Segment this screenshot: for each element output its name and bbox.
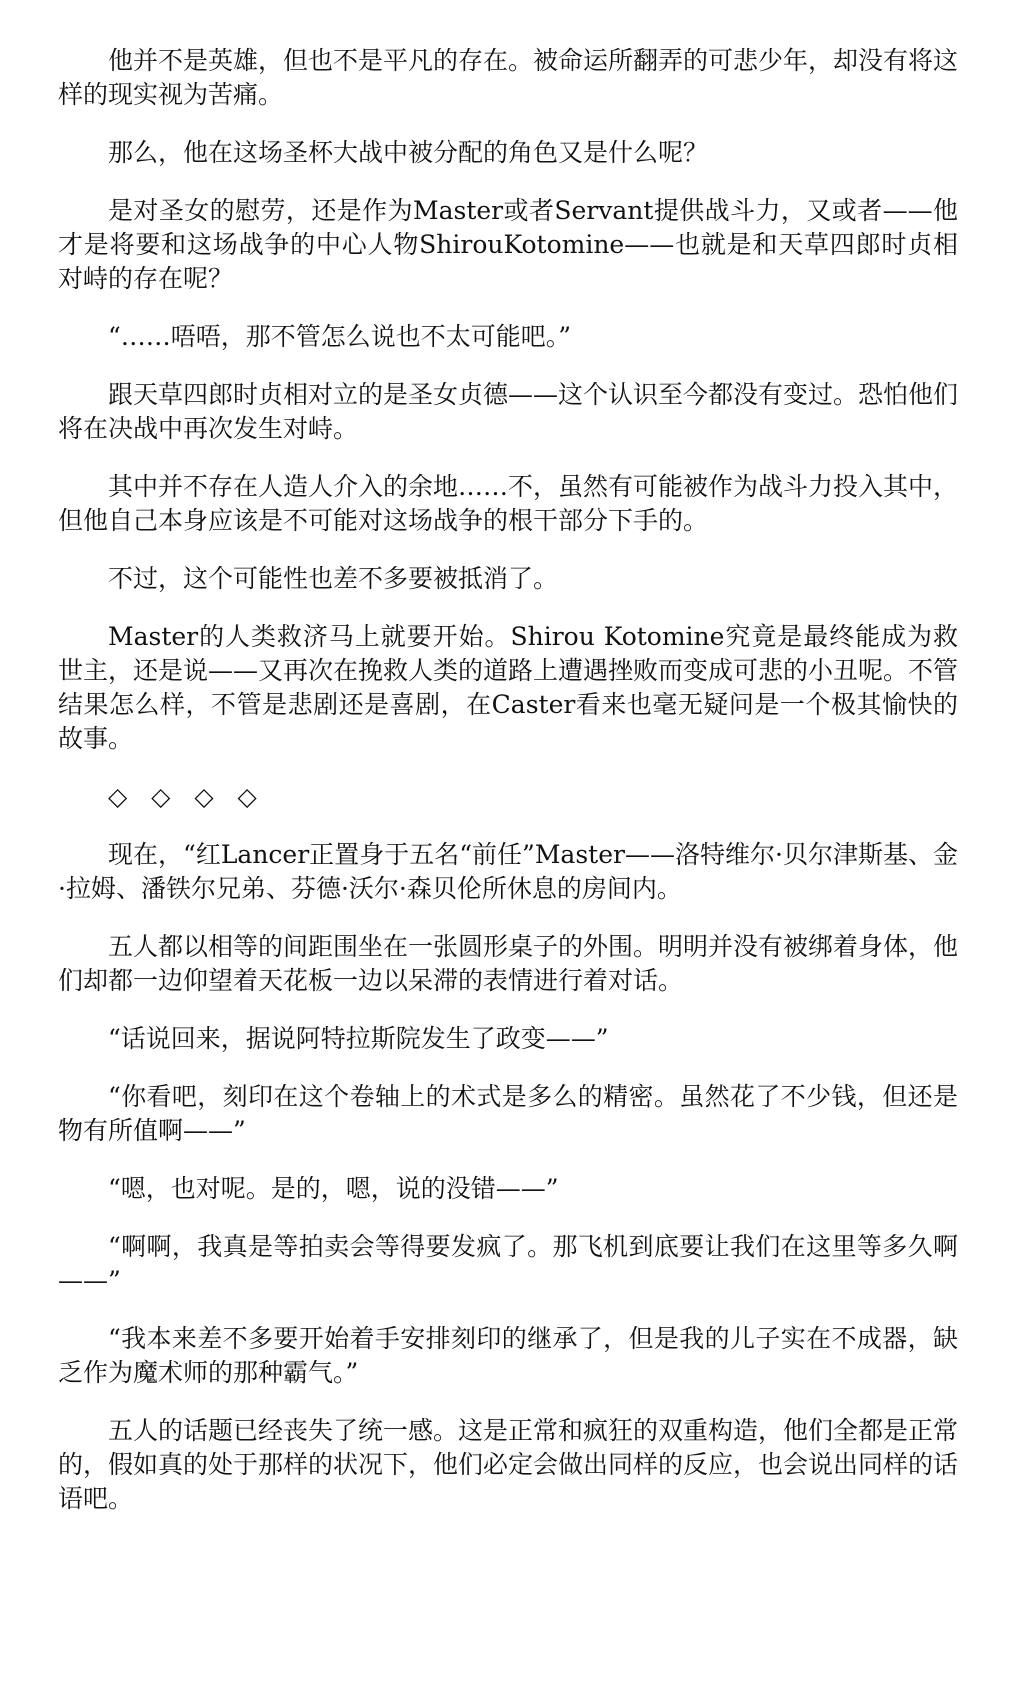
paragraph: “我本来差不多要开始着手安排刻印的继承了，但是我的儿子实在不成器，缺乏作为魔术师的那种霸气。” bbox=[58, 1324, 958, 1387]
paragraph: 那么，他在这场圣杯大战中被分配的角色又是什么呢？ bbox=[108, 138, 709, 167]
paragraph: 不过，这个可能性也差不多要被抵消了。 bbox=[108, 564, 559, 593]
paragraph: 是对圣女的慰劳，还是作为Master或者Servant提供战斗力，又或者——他才是将要和这场战争的中心人物ShirouKotomine——也就是和天草四郎时贞相对峙的存在呢？ bbox=[58, 196, 958, 293]
section-divider: ◇ ◇ ◇ ◇ bbox=[108, 782, 265, 811]
paragraph: 跟天草四郎时贞相对立的是圣女贞德——这个认识至今都没有变过。恐怕他们将在决战中再次发生对峙。 bbox=[58, 380, 959, 443]
paragraph: 其中并不存在人造人介入的余地……不，虽然有可能被作为战斗力投入其中，但他自己本身应该是不可能对这场战争的根干部分下手的。 bbox=[58, 472, 959, 535]
paragraph: 他并不是英雄，但也不是平凡的存在。被命运所翻弄的可悲少年，却没有将这样的现实视为苦痛。 bbox=[58, 46, 959, 109]
paragraph: “啊啊，我真是等拍卖会等得要发疯了。那飞机到底要让我们在这里等多久啊——” bbox=[58, 1232, 958, 1295]
paragraph: “话说回来，据说阿特拉斯院发生了政变——” bbox=[108, 1024, 609, 1053]
paragraph: “嗯，也对呢。是的，嗯，说的没错——” bbox=[108, 1174, 559, 1203]
paragraph: 五人都以相等的间距围坐在一张圆形桌子的外围。明明并没有被绑着身体，他们却都一边仰望着天花板一边以呆滞的表情进行着对话。 bbox=[58, 932, 959, 995]
paragraph: 现在，“红Lancer正置身于五名“前任”Master——洛特维尔·贝尔津斯基、金·拉姆、潘铁尔兄弟、芬德·沃尔·森贝伦所休息的房间内。 bbox=[58, 840, 958, 903]
document-page bbox=[58, 44, 958, 1540]
paragraph: 五人的话题已经丧失了统一感。这是正常和疯狂的双重构造，他们全都是正常的，假如真的处于那样的状况下，他们必定会做出同样的反应，也会说出同样的话语吧。 bbox=[58, 1416, 959, 1513]
paragraph: Master的人类救济马上就要开始。Shirou Kotomine究竟是最终能成为救世主，还是说——又再次在挽救人类的道路上遭遇挫败而变成可悲的小丑呢。不管结果怎么样，不管是悲剧还是喜剧，在Caster看来也毫无疑问是一个极其愉快的故事。 bbox=[58, 622, 959, 753]
paragraph: “你看吧，刻印在这个卷轴上的术式是多么的精密。虽然花了不少钱，但还是物有所值啊——” bbox=[58, 1082, 958, 1145]
paragraph: “……唔唔，那不管怎么说也不太可能吧。” bbox=[108, 322, 572, 351]
